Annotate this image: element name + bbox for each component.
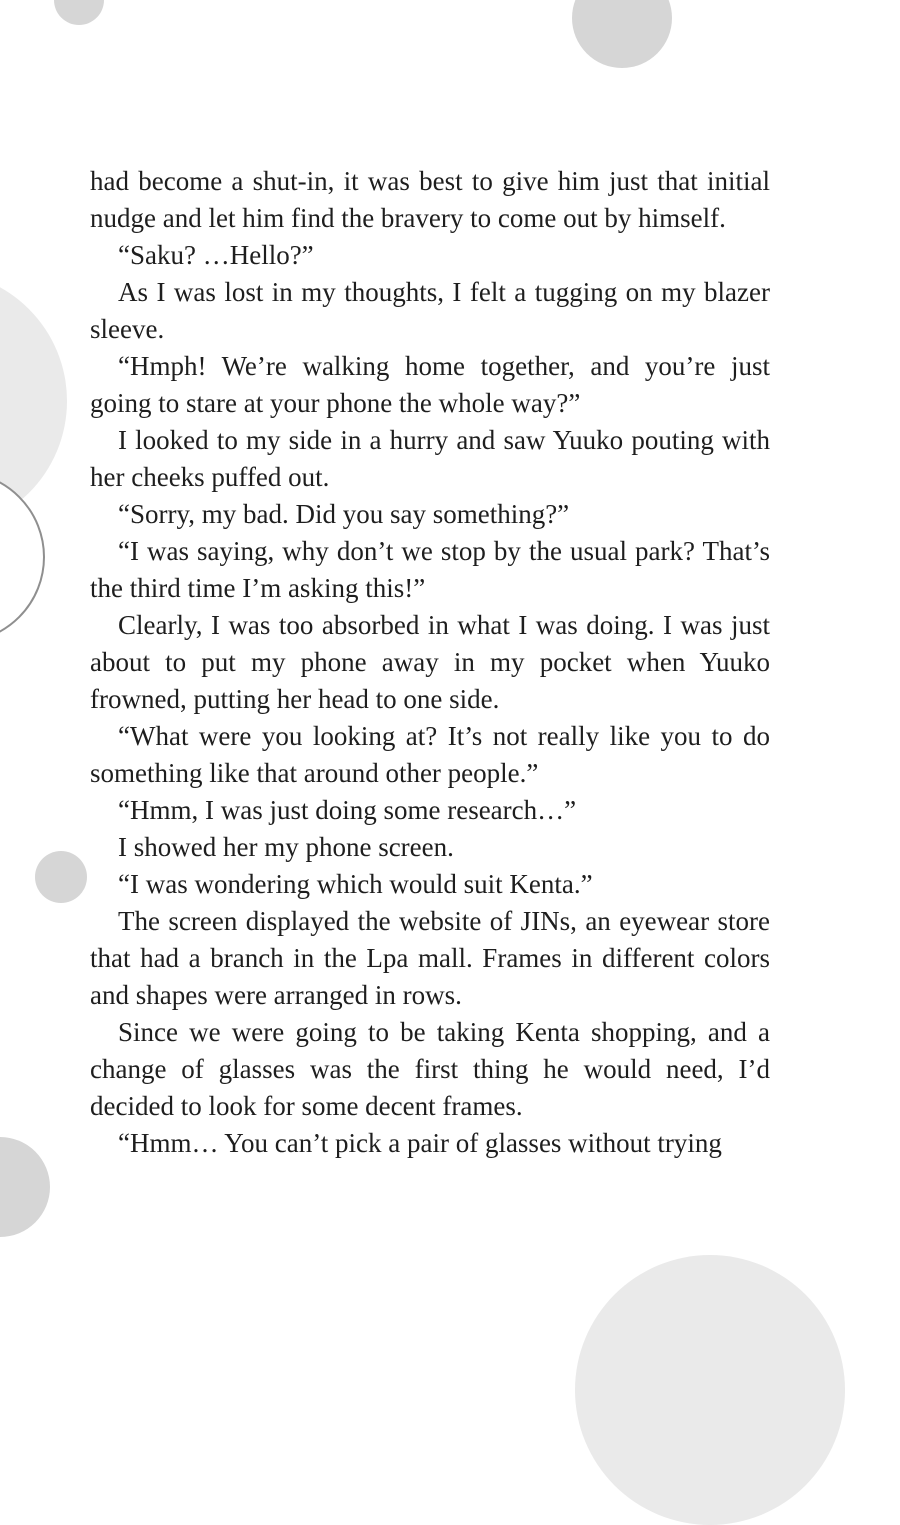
paragraph: I showed her my phone screen. <box>118 832 454 862</box>
paragraph: “Hmph! We’re walking home together, and you’re just going to stare at your phone the whole way?” <box>90 351 770 418</box>
paragraph: The screen displayed the website of JINs, an eyewear store that had a branch in the Lpa mall. Frames in different colors and shapes were arranged in rows. <box>90 906 770 1010</box>
paragraph: As I was lost in my thoughts, I felt a tugging on my blazer sleeve. <box>90 277 770 344</box>
decor-circle-left-half <box>0 1137 50 1237</box>
paragraph: “Hmm… You can’t pick a pair of glasses without trying <box>118 1128 722 1158</box>
paragraph: had become a shut-in, it was best to give him just that initial nudge and let him find the bravery to come out by himself. <box>90 166 770 233</box>
paragraph: I looked to my side in a hurry and saw Yuuko pouting with her cheeks puffed out. <box>90 425 770 492</box>
decor-circle-bottom-right <box>575 1255 845 1525</box>
paragraph: “What were you looking at? It’s not really like you to do something like that around other people.” <box>90 721 770 788</box>
decor-circle-left-dot <box>35 851 87 903</box>
paragraph: “I was wondering which would suit Kenta.” <box>118 869 593 899</box>
decor-circle-top-left <box>54 0 104 25</box>
paragraph: Since we were going to be taking Kenta shopping, and a change of glasses was the first thing he would need, I’d decided to look for some decent frames. <box>90 1017 770 1121</box>
text-column <box>90 163 770 1162</box>
paragraph: Clearly, I was too absorbed in what I was doing. I was just about to put my phone away in my pocket when Yuuko frowned, putting her head to one side. <box>90 610 770 714</box>
decor-circle-top-middle <box>572 0 672 68</box>
paragraph: “Sorry, my bad. Did you say something?” <box>118 499 570 529</box>
paragraph: “I was saying, why don’t we stop by the usual park? That’s the third time I’m asking this!” <box>90 536 770 603</box>
paragraph: “Hmm, I was just doing some research…” <box>118 795 577 825</box>
paragraph: “Saku? …Hello?” <box>118 240 314 270</box>
